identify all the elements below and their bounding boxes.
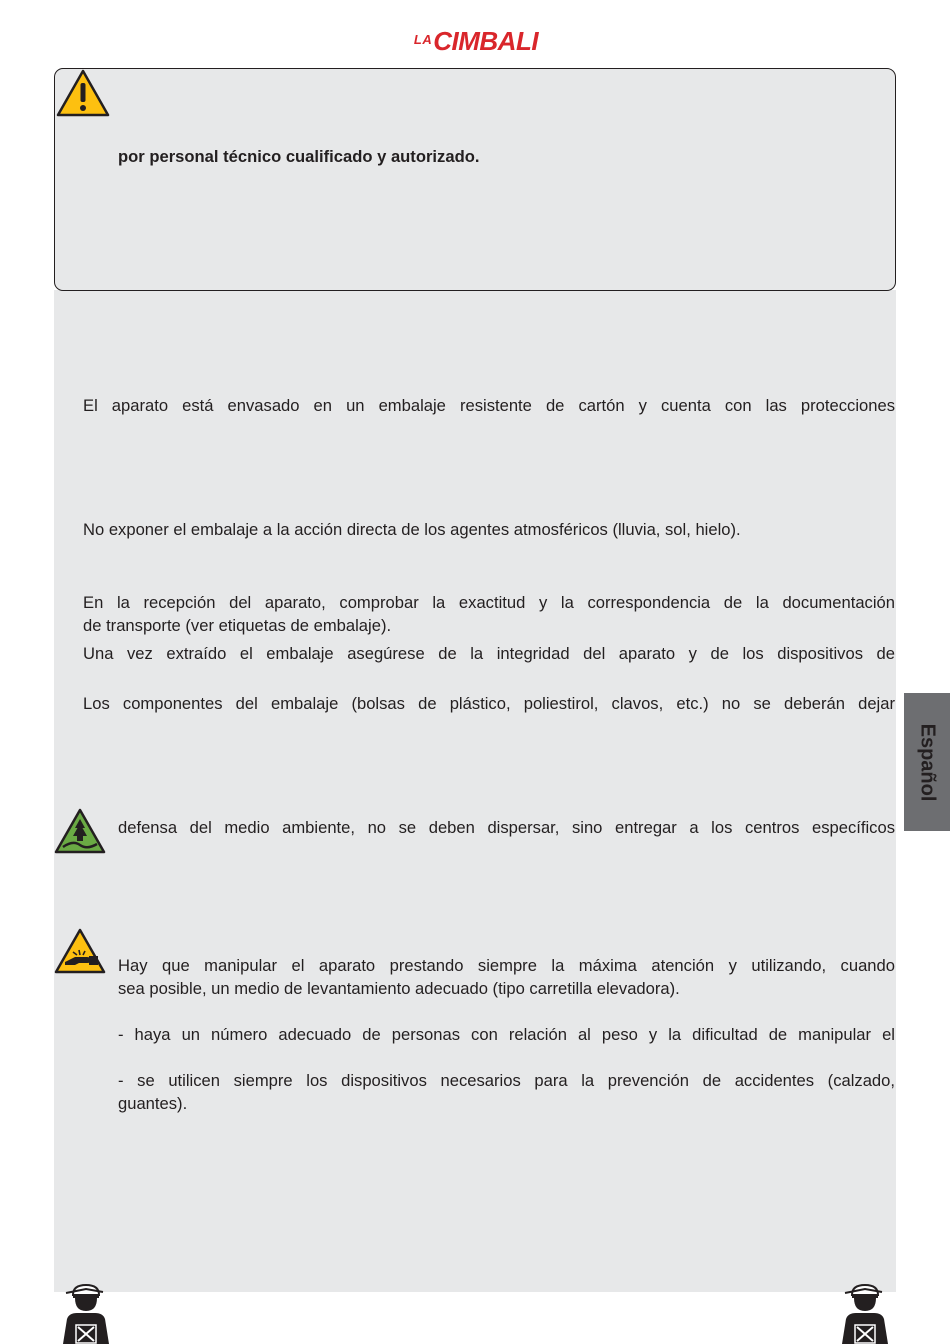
paragraph-safety-line2: guantes).	[118, 1094, 188, 1113]
paragraph-integrity: Una vez extraído el embalaje asegúrese de la integridad del aparato y de los dispositivos de	[83, 644, 895, 663]
language-tab-label: Español	[916, 723, 939, 801]
paragraph-persons: - haya un número adecuado de personas con relación al peso y la dificultad de manipular el	[118, 1025, 895, 1044]
paragraph-components: Los componentes del embalaje (bolsas de plástico, poliestirol, clavos, etc.) no se deberán dejar	[83, 694, 895, 713]
paragraph-packaging: El aparato está envasado en un embalaje resistente de cartón y cuenta con las protecciones	[83, 396, 895, 415]
paragraph-reception-line2: de transporte (ver etiquetas de embalaje).	[83, 616, 392, 635]
logo-name: CIMBALI	[433, 26, 539, 56]
warning-triangle-icon	[56, 68, 110, 118]
paragraph-weather: No exponer el embalaje a la acción directa de los agentes atmosféricos (lluvia, sol, hielo).	[83, 520, 741, 539]
paragraph-handling-line1: Hay que manipular el aparato prestando siempre la máxima atención y utilizando, cuando	[118, 956, 895, 975]
brand-logo	[405, 22, 547, 54]
warning-text: por personal técnico cualificado y autorizado.	[118, 147, 480, 166]
warning-box	[54, 68, 896, 291]
technician-icon	[834, 1283, 896, 1344]
paragraph-environment: defensa del medio ambiente, no se deben dispersar, sino entregar a los centros específicos	[118, 818, 895, 837]
language-tab[interactable]	[904, 693, 950, 831]
environment-triangle-icon	[53, 807, 107, 855]
paragraph-reception-line1: En la recepción del aparato, comprobar la exactitud y la correspondencia de la documentación	[83, 593, 895, 612]
paragraph-safety-line1: - se utilicen siempre los dispositivos necesarios para la prevención de accidentes (calzado,	[118, 1071, 895, 1090]
paragraph-handling-line2: sea posible, un medio de levantamiento adecuado (tipo carretilla elevadora).	[118, 979, 680, 998]
content-panel	[54, 290, 896, 1292]
logo-prefix: LA	[413, 32, 433, 47]
technician-icon	[55, 1283, 117, 1344]
hand-hazard-triangle-icon	[53, 927, 107, 975]
